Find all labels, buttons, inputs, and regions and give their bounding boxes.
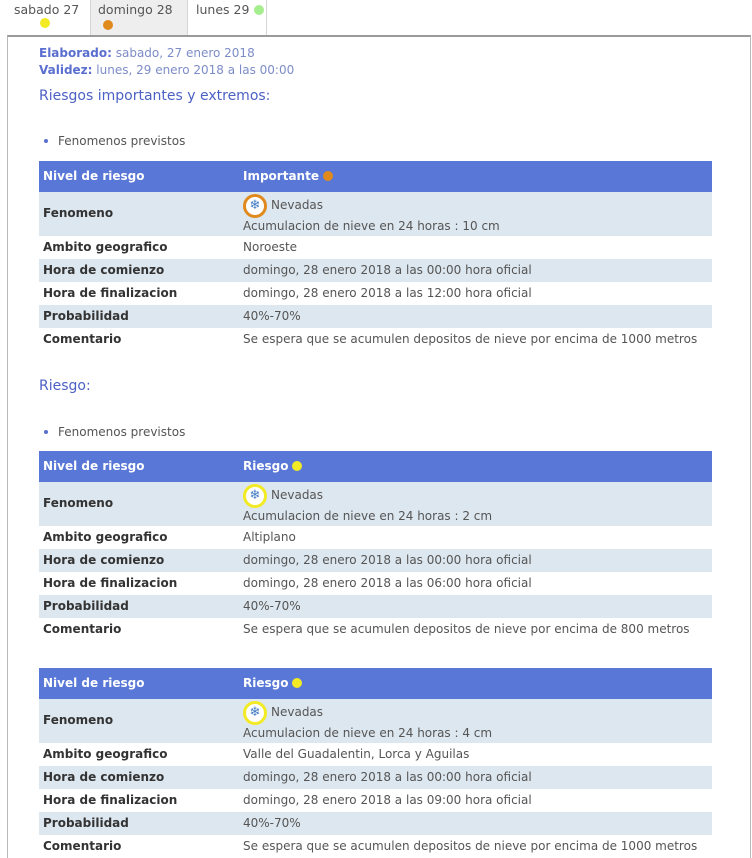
probabilidad-row (39, 305, 712, 328)
comienzo-row (39, 549, 712, 572)
bullet-dot (44, 139, 48, 143)
probabilidad-value: 40%-70% (243, 599, 301, 613)
ambito-label: Ambito geografico (43, 747, 168, 761)
comienzo-row (39, 766, 712, 789)
bullet-fenomenos (44, 425, 185, 439)
bullet-fenomenos (44, 134, 185, 148)
fenomeno-desc: Acumulacion de nieve en 24 horas : 10 cm (243, 219, 500, 233)
comienzo-value: domingo, 28 enero 2018 a las 00:00 hora oficial (243, 263, 532, 277)
comentario-label: Comentario (43, 622, 122, 636)
comentario-value: Se espera que se acumulen depositos de nieve por encima de 1000 metros (243, 332, 698, 346)
nivel-value: Importante (243, 169, 333, 183)
fenomeno-desc: Acumulacion de nieve en 24 horas : 4 cm (243, 726, 493, 740)
comentario-row (39, 618, 712, 641)
nivel-value: Riesgo (243, 676, 302, 690)
finalizacion-value: domingo, 28 enero 2018 a las 06:00 hora oficial (243, 576, 532, 590)
risk-dot (323, 171, 333, 181)
validez-line (39, 63, 294, 77)
ambito-value: Noroeste (243, 240, 298, 254)
comentario-label: Comentario (43, 839, 122, 853)
risk-dot (254, 5, 264, 15)
finalizacion-row (39, 572, 712, 595)
finalizacion-value: domingo, 28 enero 2018 a las 09:00 hora oficial (243, 793, 532, 807)
finalizacion-label: Hora de finalizacion (43, 793, 178, 807)
snowflake-icon: ❄ (243, 194, 267, 218)
section-title-importantes: Riesgos importantes y extremos: (39, 88, 271, 104)
ambito-label: Ambito geografico (43, 530, 168, 544)
bullet-dot (44, 430, 48, 434)
probabilidad-label: Probabilidad (43, 309, 129, 323)
elaborado-label: Elaborado: (39, 46, 112, 60)
fenomeno-row (39, 482, 712, 526)
bullet-label: Fenomenos previstos (58, 425, 186, 439)
elaborado-line (39, 46, 255, 60)
finalizacion-label: Hora de finalizacion (43, 576, 178, 590)
risk-table (39, 668, 712, 858)
fenomeno-row (39, 699, 712, 743)
nivel-label: Nivel de riesgo (43, 169, 145, 183)
comentario-value: Se espera que se acumulen depositos de nieve por encima de 1000 metros (243, 839, 698, 853)
section-title-riesgo: Riesgo: (39, 378, 91, 394)
fenomeno-desc: Acumulacion de nieve en 24 horas : 2 cm (243, 509, 493, 523)
fenomeno-name: Nevadas (271, 488, 324, 502)
probabilidad-label: Probabilidad (43, 599, 129, 613)
risk-dot (292, 461, 302, 471)
tab-label: lunes 29 (196, 2, 250, 17)
snowflake-icon: ❄ (243, 484, 267, 508)
risk-dot (103, 20, 113, 30)
probabilidad-value: 40%-70% (243, 309, 301, 323)
probabilidad-label: Probabilidad (43, 816, 129, 830)
risk-table (39, 161, 712, 351)
ambito-label: Ambito geografico (43, 240, 168, 254)
fenomeno-label: Fenomeno (43, 713, 114, 727)
fenomeno-label: Fenomeno (43, 496, 114, 510)
finalizacion-row (39, 282, 712, 305)
comienzo-label: Hora de comienzo (43, 770, 165, 784)
tab-sabado-27[interactable] (7, 0, 89, 37)
fenomeno-name: Nevadas (271, 198, 324, 212)
ambito-row (39, 526, 712, 549)
ambito-value: Valle del Guadalentin, Lorca y Aguilas (243, 747, 470, 761)
table-header-row (39, 161, 712, 192)
bullet-label: Fenomenos previstos (58, 134, 186, 148)
comienzo-value: domingo, 28 enero 2018 a las 00:00 hora oficial (243, 770, 532, 784)
snowflake-icon: ❄ (243, 701, 267, 725)
nivel-label: Nivel de riesgo (43, 459, 145, 473)
table-header-row (39, 451, 712, 482)
risk-dot (40, 18, 50, 28)
comentario-row (39, 328, 712, 351)
table-header-row (39, 668, 712, 699)
ambito-value: Altiplano (243, 530, 296, 544)
tab-domingo-28[interactable] (90, 0, 188, 37)
comentario-row (39, 835, 712, 858)
comienzo-value: domingo, 28 enero 2018 a las 00:00 hora oficial (243, 553, 532, 567)
tab-lunes-29[interactable] (189, 0, 267, 37)
comienzo-row (39, 259, 712, 282)
comienzo-label: Hora de comienzo (43, 263, 165, 277)
nivel-value: Riesgo (243, 459, 302, 473)
fenomeno-name: Nevadas (271, 705, 324, 719)
fenomeno-row (39, 192, 712, 236)
validez-label: Validez: (39, 63, 93, 77)
tab-label: domingo 28 (98, 2, 173, 17)
finalizacion-row (39, 789, 712, 812)
probabilidad-row (39, 812, 712, 835)
finalizacion-value: domingo, 28 enero 2018 a las 12:00 hora oficial (243, 286, 532, 300)
fenomeno-label: Fenomeno (43, 206, 114, 220)
elaborado-value: sabado, 27 enero 2018 (115, 46, 255, 60)
comentario-value: Se espera que se acumulen depositos de nieve por encima de 800 metros (243, 622, 690, 636)
day-tabs (0, 0, 752, 37)
finalizacion-label: Hora de finalizacion (43, 286, 178, 300)
risk-table (39, 451, 712, 641)
probabilidad-value: 40%-70% (243, 816, 301, 830)
risk-dot (292, 678, 302, 688)
tab-label: sabado 27 (14, 2, 80, 17)
nivel-label: Nivel de riesgo (43, 676, 145, 690)
validez-value: lunes, 29 enero 2018 a las 00:00 (96, 63, 295, 77)
probabilidad-row (39, 595, 712, 618)
ambito-row (39, 236, 712, 259)
comienzo-label: Hora de comienzo (43, 553, 165, 567)
comentario-label: Comentario (43, 332, 122, 346)
ambito-row (39, 743, 712, 766)
